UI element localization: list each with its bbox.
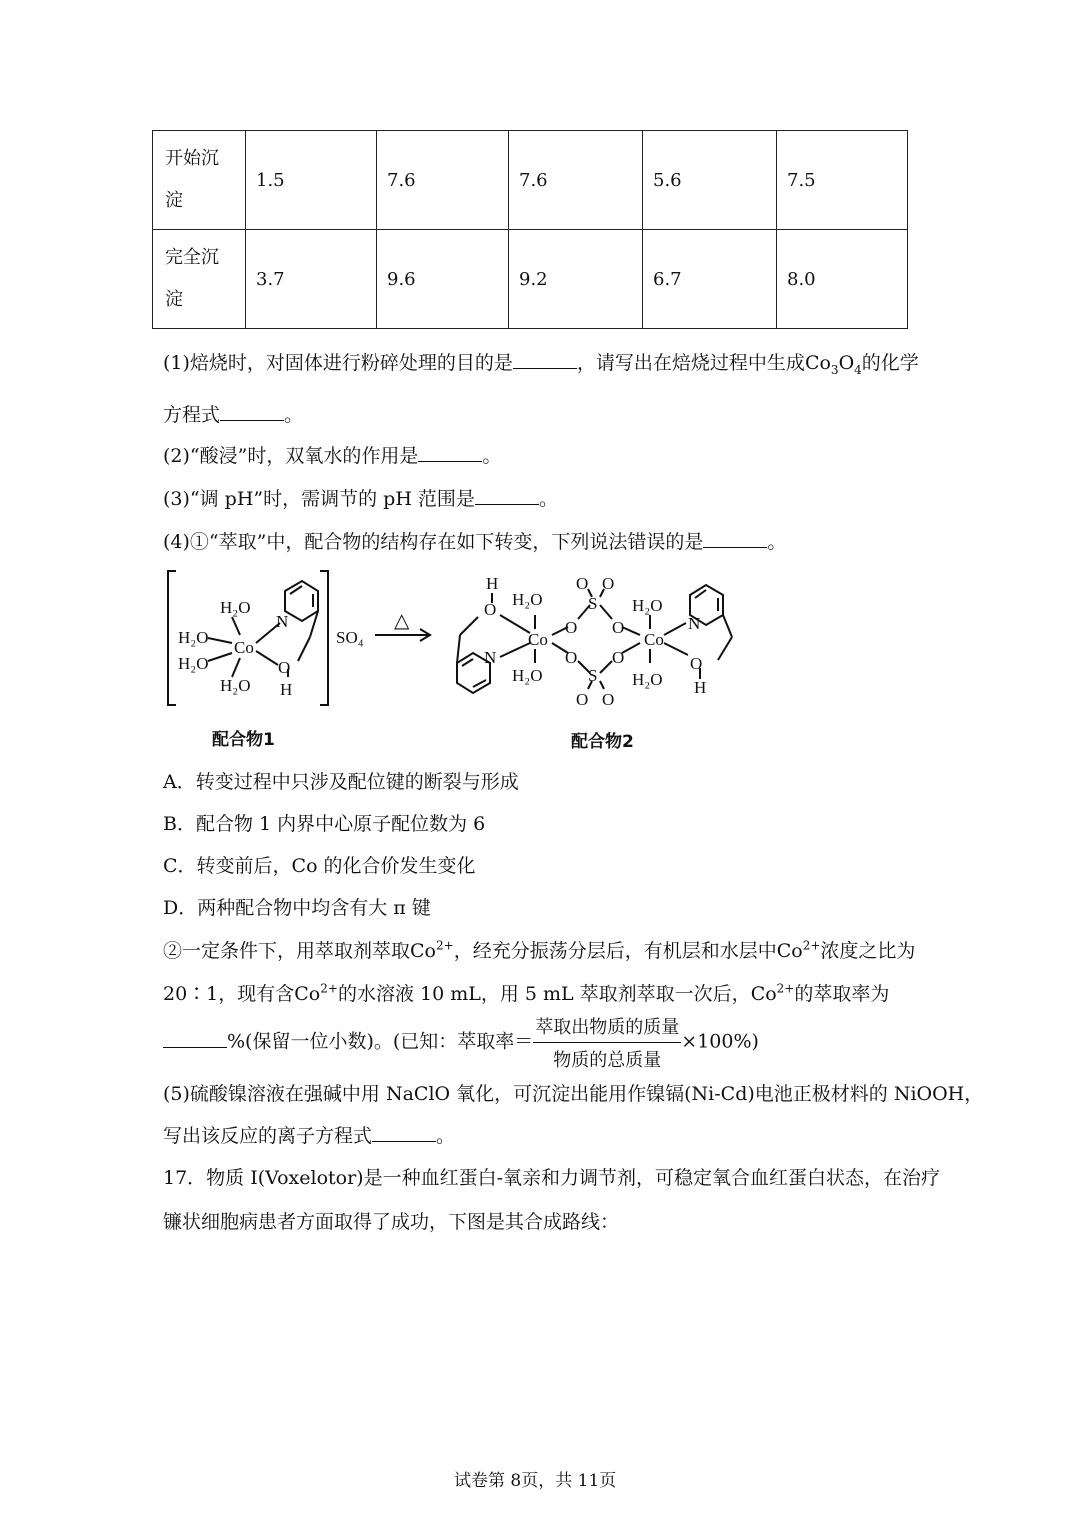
extraction-rate-fraction: $\frac{\text{萃取出物质的质量}}{\text{物质的总质量}}$ (533, 1013, 681, 1072)
row-label-complete: 完全沉 淀 (153, 230, 246, 329)
oxygen-label: O (612, 648, 625, 667)
hydrogen-label: H (694, 678, 707, 697)
question-1-line-1: (1)焙烧时，对固体进行粉碎处理的目的是 ，请写出在焙烧过程中生成$Co_3O_4$的化学 (163, 352, 919, 377)
ph-table (152, 130, 908, 329)
nitrogen-label: N (484, 648, 497, 667)
h2o-label: H₂O (632, 596, 663, 615)
answer-blank[interactable] (418, 443, 482, 462)
table-cell: 7.5 (777, 131, 908, 230)
question-2: (2)“酸浸”时，双氧水的作用是 。 (163, 445, 502, 467)
answer-blank[interactable] (220, 402, 284, 421)
answer-blank[interactable] (163, 1029, 227, 1048)
question-1-line-2: 方程式 。 (163, 404, 304, 426)
answer-blank[interactable] (513, 350, 577, 369)
h2o-label: H₂O (512, 666, 543, 685)
table-row-start (153, 131, 908, 230)
complex-1-caption: 配合物1 (212, 730, 275, 750)
h2o-label: H₂O (178, 654, 209, 673)
table-cell: 9.2 (509, 230, 643, 329)
oxygen-label: O (278, 658, 291, 677)
table-cell: 8.0 (777, 230, 908, 329)
answer-blank[interactable] (372, 1123, 436, 1142)
option-a: A．转变过程中只涉及配位键的断裂与形成 (163, 771, 519, 793)
oxygen-label: O (576, 574, 589, 593)
row-label-start: 开始沉 淀 (153, 131, 246, 230)
oxygen-label: O (576, 690, 589, 709)
cobalt-label: Co (644, 630, 664, 649)
sulfur-label: S (588, 666, 598, 685)
h2o-label: H₂O (512, 590, 543, 609)
h2o-label: H₂O (220, 676, 251, 695)
page-footer: 试卷第 8页，共 11页 (454, 1471, 617, 1491)
table-row-complete (153, 230, 908, 329)
question-17-line-1: 17．物质 I(Voxelotor)是一种血红蛋白-氧亲和力调节剂，可稳定氧合血红蛋白状态，在治疗 (163, 1167, 941, 1189)
question-3: (3)“调 pH”时，需调节的 pH 范围是 。 (163, 488, 558, 510)
question-5-line-1: (5)硫酸镍溶液在强碱中用 NaClO 氧化，可沉淀出能用作镍镉(Ni-Cd)电池正极材料的 NiOOH， (163, 1083, 984, 1105)
complex-2-caption: 配合物2 (571, 732, 634, 752)
table-cell: 7.6 (509, 131, 643, 230)
hydrogen-label: H (486, 574, 499, 593)
table-cell: 3.7 (246, 230, 377, 329)
oxygen-label: O (565, 648, 578, 667)
h2o-label: H₂O (220, 598, 251, 617)
oxygen-label: O (690, 654, 703, 673)
h2o-label: H₂O (632, 670, 663, 689)
nitrogen-label: N (276, 612, 289, 631)
option-b: B．配合物 1 内界中心原子配位数为 6 (163, 813, 486, 835)
table-cell: 5.6 (643, 131, 777, 230)
option-c: C．转变前后，Co 的化合价发生变化 (163, 855, 476, 877)
hydrogen-label: H (280, 680, 293, 699)
table-cell: 6.7 (643, 230, 777, 329)
heat-symbol: △ (394, 610, 410, 632)
oxygen-label: O (484, 600, 497, 619)
table-cell: 7.6 (377, 131, 509, 230)
oxygen-label: O (602, 574, 615, 593)
nitrogen-label: N (688, 614, 701, 633)
answer-blank[interactable] (475, 486, 539, 505)
option-d: D．两种配合物中均含有大 π 键 (163, 897, 431, 919)
oxygen-label: O (565, 618, 578, 637)
question-4-2-line-3: %(保留一位小数)。(已知：萃取率＝ $\frac{\text{萃取出物质的质量}}{\text{物质的总质量}}$ ×100%) (163, 1013, 759, 1072)
question-17-line-2: 镰状细胞病患者方面取得了成功，下图是其合成路线： (163, 1211, 620, 1233)
table-cell: 9.6 (377, 230, 509, 329)
answer-blank[interactable] (703, 529, 767, 548)
oxygen-label: O (602, 690, 615, 709)
sulfur-label: S (588, 594, 598, 613)
question-5-line-2: 写出该反应的离子方程式 。 (163, 1125, 456, 1147)
oxygen-label: O (612, 618, 625, 637)
question-4: (4)①“萃取”中，配合物的结构存在如下转变，下列说法错误的是 。 (163, 531, 787, 553)
table-cell: 1.5 (246, 131, 377, 230)
question-4-2-line-1: ②一定条件下，用萃取剂萃取$Co^{2+}$，经充分振荡分层后，有机层和水层中$Co^{2+}$浓度之比为 (163, 938, 916, 962)
sulfate-label: SO₄ (336, 628, 364, 647)
question-4-2-line-2: 20∶1，现有含$Co^{2+}$的水溶液 10 mL，用 5 mL 萃取剂萃取一次后，$Co^{2+}$的萃取率为 (163, 981, 890, 1005)
h2o-label: H₂O (178, 628, 209, 647)
cobalt-label: Co (528, 630, 548, 649)
cobalt-label: Co (234, 638, 254, 657)
